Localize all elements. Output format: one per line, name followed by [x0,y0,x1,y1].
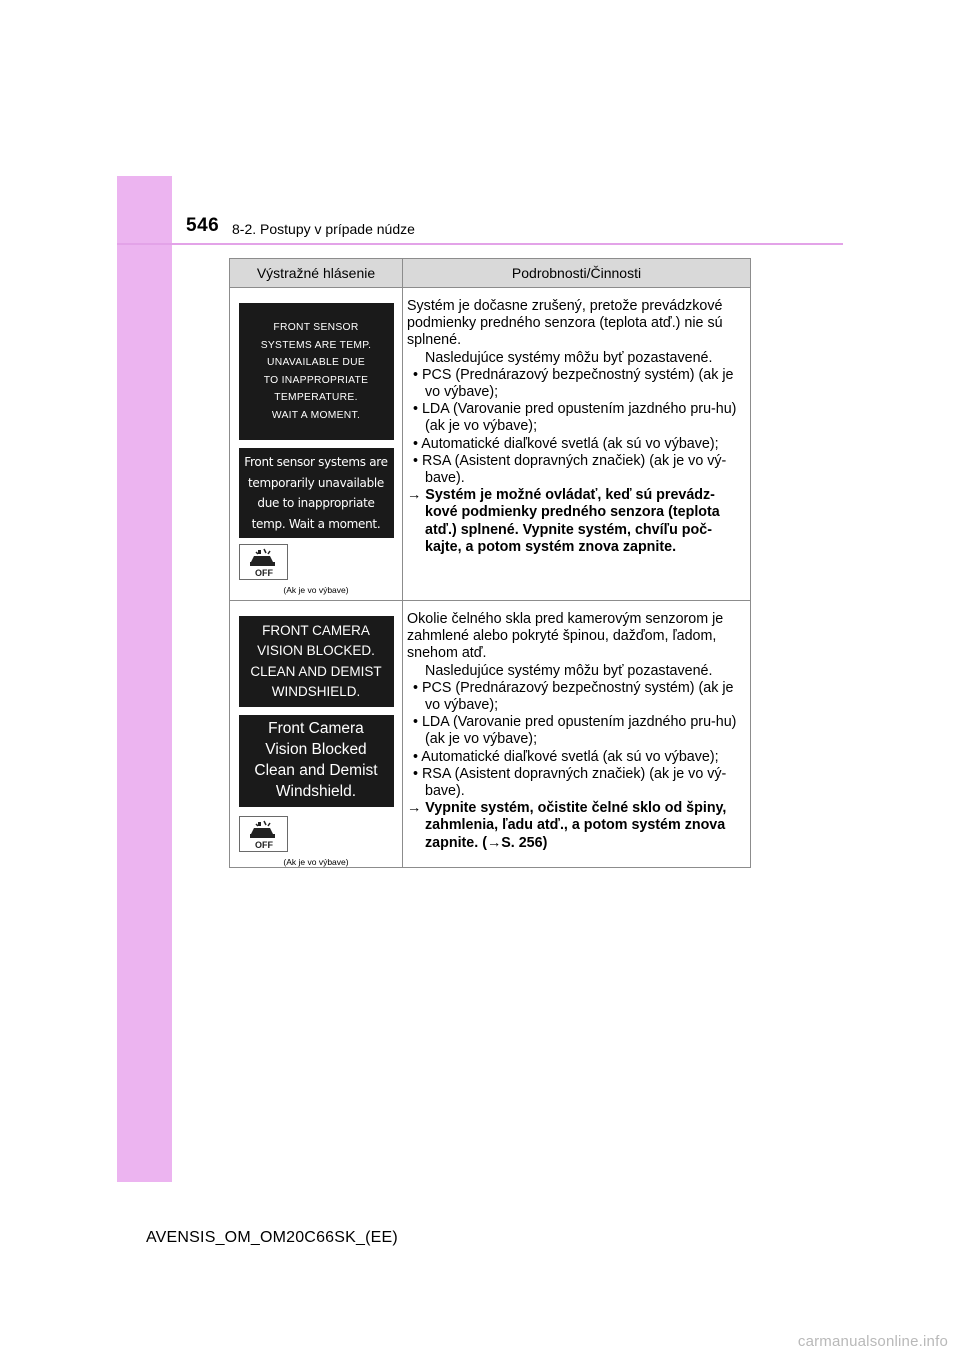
list-item: • Automatické diaľkové svetlá (ak sú vo výbave); [413,435,719,452]
pcs-off-indicator [239,544,288,580]
details-cell [403,601,751,868]
column-header-details: Podrobnosti/Činnosti [403,259,751,288]
warning-message-table [229,258,751,868]
column-header-warning: Výstražné hlásenie [230,259,403,288]
list-item: • PCS (Prednárazový bezpečnostný systém) (ak je vo výbave); [413,679,734,714]
display-message-mixed: Front sensor systems are temporarily unavailable due to inappropriate temp. Wait a moment. [239,448,394,538]
header-rule [117,243,843,245]
side-color-band [117,176,172,1182]
suspended-systems-lead: Nasledujúce systémy môžu byť pozastavené. [425,349,713,366]
list-item: • LDA (Varovanie pred opustením jazdného pru-hu) (ak je vo výbave); [413,714,737,748]
availability-note: (Ak je vo výbave) [283,857,349,867]
warning-images-cell [230,288,403,601]
warning-images-cell [230,601,403,868]
pcs-off-icon [240,817,287,851]
svg-text:OFF: OFF [255,568,273,578]
action-text: → Vypnite systém, očistite čelné sklo od špiny, zahmlenia, ľadu atď., a potom systém znova zapnite. (→S. 256) [407,800,727,851]
display-message-caps: FRONT SENSOR SYSTEMS ARE TEMP. UNAVAILABLE DUE TO INAPPROPRIATE TEMPERATURE. WAIT A MOMENT. [239,303,394,440]
details-cell [403,288,751,601]
table-header-row [230,259,751,288]
list-item: • RSA (Asistent dopravných značiek) (ak je vo vý-bave). [413,452,727,487]
arrow-icon: → [407,487,422,504]
cause-text: Systém je dočasne zrušený, pretože prevádzkové podmienky predného senzora (teplota atď.) nie sú splnené. [407,298,723,349]
display-message-mixed: Front Camera Vision Blocked Clean and Demist Windshield. [239,715,394,807]
list-item: • RSA (Asistent dopravných značiek) (ak je vo vý-bave). [413,765,727,800]
list-item: • PCS (Prednárazový bezpečnostný systém) (ak je vo výbave); [413,366,734,401]
site-watermark: carmanualsonline.info [797,1333,948,1350]
table-row [230,288,751,601]
suspended-systems-lead: Nasledujúce systémy môžu byť pozastavené. [425,662,713,679]
pcs-off-icon [240,545,287,579]
page-number: 546 [186,215,220,236]
pcs-off-indicator [239,816,288,852]
table-row [230,601,751,868]
document-code: AVENSIS_OM_OM20C66SK_(EE) [146,1229,398,1246]
list-item: • LDA (Varovanie pred opustením jazdného pru-hu) (ak je vo výbave); [413,401,737,435]
cause-text: Okolie čelného skla pred kamerovým senzorom je zahmlené alebo pokryté špinou, dažďom, ľadom, snehom atď. [407,611,724,662]
availability-note: (Ak je vo výbave) [283,585,349,595]
display-message-caps: FRONT CAMERA VISION BLOCKED. CLEAN AND DEMIST WINDSHIELD. [239,616,394,707]
section-title: 8-2. Postupy v prípade núdze [232,221,415,237]
list-item: • Automatické diaľkové svetlá (ak sú vo výbave); [413,748,719,765]
action-text: → Systém je možné ovládať, keď sú prevádz-kové podmienky predného senzora (teplota atď.) splnené. Vypnite systém, chvíľu poč-kajte, a potom systém znova zapnite. [407,487,720,555]
svg-text:OFF: OFF [255,840,273,850]
arrow-icon: → [407,800,422,817]
